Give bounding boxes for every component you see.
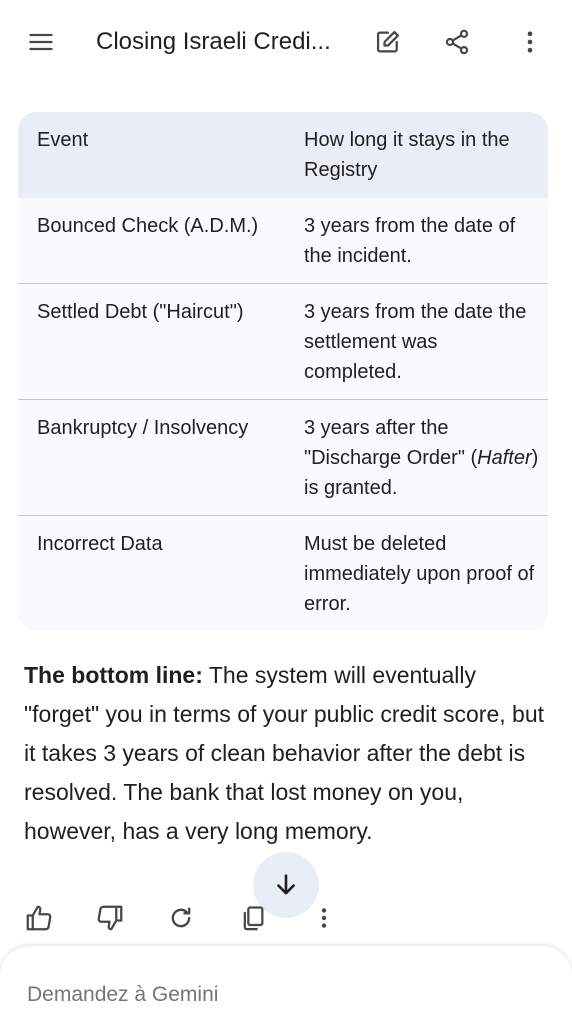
event-cell: Incorrect Data <box>37 533 163 555</box>
summary-text: The system will eventually "forget" you in terms of your public credit score, but it takes 3 years of clean behavior after the debt is resolved. The bank that lost money on you, however, has a very long memory. <box>24 662 545 844</box>
menu-icon <box>27 28 55 56</box>
duration-cell: Must be deleted immediately upon proof of error. <box>304 533 535 615</box>
duration-text: 3 years after the "Discharge Order" ( <box>304 417 478 469</box>
copy-button[interactable] <box>229 894 277 942</box>
share-icon <box>443 28 471 56</box>
duration-cell: 3 years from the date of the incident. <box>304 215 516 267</box>
event-cell: Bounced Check (A.D.M.) <box>37 215 259 237</box>
response-actions <box>0 894 360 942</box>
share-button[interactable] <box>433 18 481 66</box>
table-row <box>18 284 548 399</box>
menu-button[interactable] <box>17 18 65 66</box>
prompt-input[interactable] <box>27 982 527 1008</box>
table-row <box>18 400 548 515</box>
conversation-title[interactable]: Closing Israeli Credi... <box>96 28 331 55</box>
more-actions-button[interactable] <box>300 894 348 942</box>
prompt-composer <box>0 946 572 1023</box>
refresh-icon <box>167 904 195 932</box>
column-header-duration: How long it stays in the Registry <box>304 129 510 181</box>
regenerate-button[interactable] <box>157 894 205 942</box>
table-row <box>18 198 548 283</box>
column-header-event: Event <box>37 129 89 151</box>
event-cell: Bankruptcy / Insolvency <box>37 417 249 439</box>
top-app-bar <box>0 0 572 84</box>
duration-text: ) is granted. <box>304 447 539 499</box>
table-header-row <box>18 112 548 198</box>
thumb-up-icon <box>24 903 54 933</box>
summary-lead: The bottom line: <box>24 662 203 688</box>
edit-title-button[interactable] <box>364 18 412 66</box>
more-options-button[interactable] <box>506 18 554 66</box>
edit-icon <box>374 28 402 56</box>
duration-cell <box>304 413 540 503</box>
event-cell: Settled Debt ("Haircut") <box>37 301 244 323</box>
duration-cell: 3 years from the date the settlement was completed. <box>304 301 527 383</box>
thumb-down-icon <box>95 903 125 933</box>
hafter-term: Hafter <box>477 447 532 469</box>
thumb-down-button[interactable] <box>86 894 134 942</box>
more-vert-icon <box>516 28 544 56</box>
more-vert-icon <box>311 905 337 931</box>
table-row <box>18 516 548 631</box>
thumb-up-button[interactable] <box>15 894 63 942</box>
registry-table <box>18 112 548 631</box>
copy-icon <box>239 904 267 932</box>
summary-paragraph <box>24 656 554 851</box>
